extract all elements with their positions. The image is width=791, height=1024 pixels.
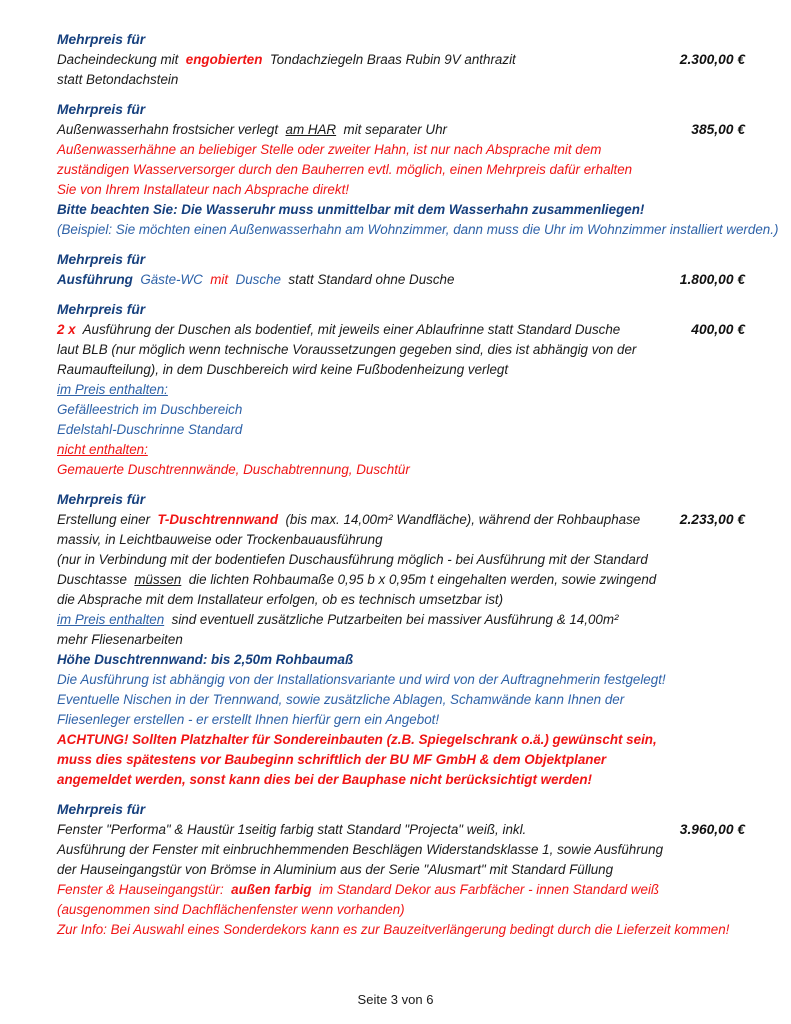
section-heading: Mehrpreis für — [57, 32, 146, 47]
text-line — [57, 880, 745, 900]
text-line — [57, 690, 745, 710]
text-span: Tondachziegeln Braas Rubin 9V anthrazit — [262, 52, 516, 67]
section-body — [57, 50, 745, 90]
section-heading: Mehrpreis für — [57, 302, 146, 317]
text-line — [57, 750, 745, 770]
text-span: Außenwasserhähne an beliebiger Stelle oder zweiter Hahn, ist nur nach Absprache mit dem — [57, 142, 602, 157]
text-span: Sie von Ihrem Installateur nach Absprache direkt! — [57, 182, 350, 197]
text-span: zuständigen Wasserversorger durch den Bauherren evtl. möglich, einen Mehrpreis dafür erhalten — [57, 162, 633, 177]
text-line — [57, 220, 779, 240]
text-line — [57, 120, 745, 140]
text-span: im Standard Dekor aus Farbfächer - innen Standard weiß — [311, 882, 660, 897]
text-span: die lichten Rohbaumaße 0,95 b x 0,95m t eingehalten werden, sowie zwingend — [181, 572, 657, 587]
text-span: sind eventuell zusätzliche Putzarbeiten bei massiver Ausführung & 14,00m² — [164, 612, 619, 627]
price-value: 1.800,00 € — [679, 272, 745, 287]
price-value: 2.233,00 € — [679, 512, 745, 527]
text-line — [57, 770, 745, 790]
text-span: (bis max. 14,00m² Wandfläche), während der Rohbauphase — [278, 512, 641, 527]
text-span: Außenwasserhahn frostsicher verlegt — [57, 122, 286, 137]
text-span: im Preis enthalten: — [57, 382, 168, 397]
section-body — [57, 320, 745, 480]
text-line — [57, 630, 745, 650]
text-span: 2 x — [57, 322, 76, 337]
text-span: nicht enthalten: — [57, 442, 148, 457]
text-line — [57, 550, 745, 570]
section-body — [57, 820, 745, 940]
text-span: außen farbig — [231, 882, 312, 897]
text-span: müssen — [134, 572, 182, 587]
text-line — [57, 650, 745, 670]
text-line — [57, 460, 745, 480]
section-body — [57, 510, 745, 790]
text-line — [57, 530, 745, 550]
text-span: Höhe Duschtrennwand: bis 2,50m Rohbaumaß — [57, 652, 354, 667]
text-line — [57, 70, 745, 90]
section-body — [57, 120, 779, 240]
price-section — [57, 100, 779, 240]
text-line — [57, 900, 745, 920]
text-line — [57, 160, 745, 180]
text-span: mit separater Uhr — [336, 122, 447, 137]
price-section — [57, 300, 745, 480]
text-line — [57, 920, 745, 940]
price-section — [57, 800, 745, 940]
section-heading: Mehrpreis für — [57, 802, 146, 817]
text-span: der Hauseingangstür von Brömse in Aluminium aus der Serie "Alusmart" mit Standard Füllung — [57, 862, 614, 877]
price-value: 3.960,00 € — [679, 822, 745, 837]
price-section — [57, 250, 745, 290]
section-body — [57, 270, 745, 290]
text-line — [57, 440, 745, 460]
text-line — [57, 360, 745, 380]
text-span: Zur Info: Bei Auswahl eines Sonderdekors kann es zur Bauzeitverlängerung bedingt durch die Lieferzeit kommen! — [57, 922, 730, 937]
text-span: die Absprache mit dem Installateur erfolgen, ob es technisch umsetzbar ist) — [57, 592, 504, 607]
text-line — [57, 200, 745, 220]
text-span: Raumaufteilung), in dem Duschbereich wird keine Fußbodenheizung verlegt — [57, 362, 509, 377]
text-span: ACHTUNG! Sollten Platzhalter für Sondereinbauten (z.B. Spiegelschrank o.ä.) gewünscht sein, — [57, 732, 657, 747]
text-span: angemeldet werden, sonst kann dies bei der Bauphase nicht berücksichtigt werden! — [57, 772, 593, 787]
text-line — [57, 270, 745, 290]
text-span: Ausführung — [57, 272, 133, 287]
text-span: statt Betondachstein — [57, 72, 179, 87]
page-number: Seite 3 von 6 — [357, 992, 434, 1007]
text-line — [57, 340, 745, 360]
text-span: mit — [210, 272, 229, 287]
text-span: Gefälleestrich im Duschbereich — [57, 402, 243, 417]
text-span: Dusche — [228, 272, 289, 287]
price-section — [57, 30, 745, 90]
text-span: Gemauerte Duschtrennwände, Duschabtrennung, Duschtür — [57, 462, 410, 477]
text-line — [57, 510, 745, 530]
text-line — [57, 610, 745, 630]
text-span: T-Duschtrennwand — [157, 512, 279, 527]
text-span: Fenster & Hauseingangstür: — [57, 882, 232, 897]
text-span: (nur in Verbindung mit der bodentiefen Duschausführung möglich - bei Ausführung mit der Standard — [57, 552, 648, 567]
text-line — [57, 320, 745, 340]
text-span: massiv, in Leichtbauweise oder Trockenbauausführung — [57, 532, 383, 547]
section-heading: Mehrpreis für — [57, 492, 146, 507]
text-line — [57, 180, 745, 200]
text-span: muss dies spätestens vor Baubeginn schriftlich der BU MF GmbH & dem Objektplaner — [57, 752, 607, 767]
sections — [57, 30, 779, 940]
section-heading: Mehrpreis für — [57, 252, 146, 267]
text-line — [57, 140, 745, 160]
text-span: Duschtasse — [57, 572, 135, 587]
text-span: Ausführung der Fenster mit einbruchhemmenden Beschlägen Widerstandsklasse 1, sowie Ausführung — [57, 842, 664, 857]
text-span: mehr Fliesenarbeiten — [57, 632, 183, 647]
text-line — [57, 710, 745, 730]
text-span: Fliesenleger erstellen - er erstellt Ihnen hierfür gern ein Angebot! — [57, 712, 440, 727]
text-span: (Beispiel: Sie möchten einen Außenwasserhahn am Wohnzimmer, dann muss die Uhr im Wohnzimmer installiert werden.) — [57, 222, 779, 237]
text-span: Ausführung der Duschen als bodentief, mit jeweils einer Ablaufrinne statt Standard Dusche — [75, 322, 621, 337]
text-span: Edelstahl-Duschrinne Standard — [57, 422, 243, 437]
text-span: Dacheindeckung mit — [57, 52, 186, 67]
text-span: engobierten — [185, 52, 263, 67]
text-span: Erstellung einer — [57, 512, 158, 527]
text-line — [57, 670, 745, 690]
text-span: im Preis enthalten — [57, 612, 165, 627]
price-value: 400,00 € — [691, 322, 745, 337]
text-span: laut BLB (nur möglich wenn technische Voraussetzungen gegeben sind, dies ist abhängig von der — [57, 342, 637, 357]
text-line — [57, 840, 745, 860]
text-span: (ausgenommen sind Dachflächenfenster wenn vorhanden) — [57, 902, 405, 917]
text-line — [57, 380, 745, 400]
text-line — [57, 50, 745, 70]
text-span: Die Ausführung ist abhängig von der Installationsvariante und wird von der Auftragnehmerin festgelegt! — [57, 672, 666, 687]
text-line — [57, 860, 745, 880]
section-heading: Mehrpreis für — [57, 102, 146, 117]
price-value: 385,00 € — [691, 122, 745, 137]
text-line — [57, 420, 745, 440]
page-footer — [0, 990, 791, 1010]
text-line — [57, 730, 745, 750]
text-line — [57, 570, 745, 590]
price-section — [57, 490, 745, 790]
text-span: am HAR — [285, 122, 337, 137]
text-span: statt Standard ohne Dusche — [288, 272, 455, 287]
text-span: Eventuelle Nischen in der Trennwand, sowie zusätzliche Ablagen, Schamwände kann Ihnen der — [57, 692, 625, 707]
text-line — [57, 590, 745, 610]
text-span: Gäste-WC — [132, 272, 211, 287]
text-span: Bitte beachten Sie: Die Wasseruhr muss unmittelbar mit dem Wasserhahn zusammenliegen! — [57, 202, 645, 217]
text-line — [57, 400, 745, 420]
text-line — [57, 820, 745, 840]
price-value: 2.300,00 € — [679, 52, 745, 67]
text-span: Fenster "Performa" & Haustür 1seitig farbig statt Standard "Projecta" weiß, inkl. — [57, 822, 527, 837]
